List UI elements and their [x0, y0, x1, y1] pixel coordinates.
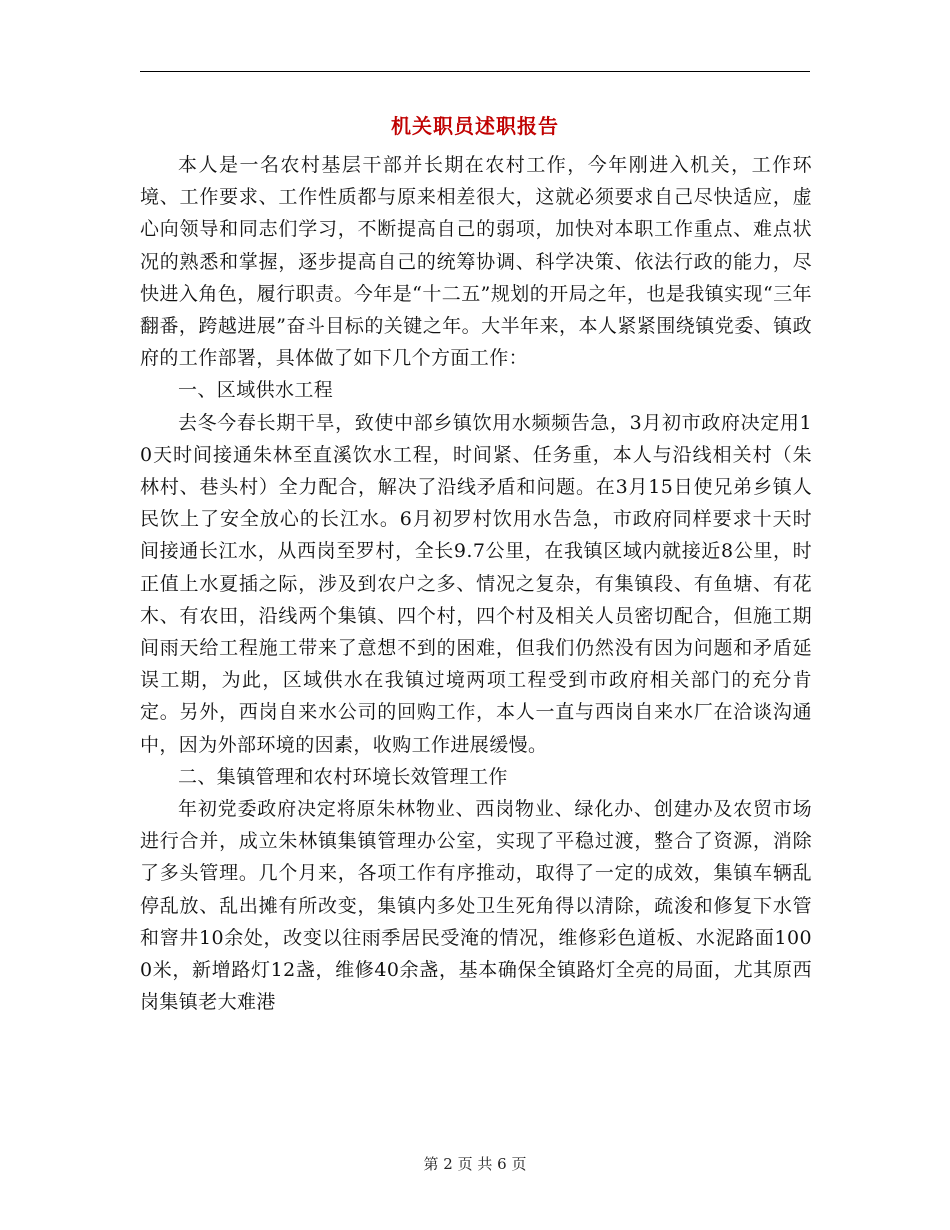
header-rule — [140, 71, 810, 72]
paragraph-intro: 本人是一名农村基层干部并长期在农村工作，今年刚进入机关，工作环境、工作要求、工作性质都与原来相差很大，这就必须要求自己尽快适应，虚心向领导和同志们学习，不断提高自己的弱项，加快对本职工作重点、难点状况的熟悉和掌握，逐步提高自己的统筹协调、科学决策、依法行政的能力，尽快进入角色，履行职责。今年是“十二五”规划的开局之年，也是我镇实现“三年翻番，跨越进展”奋斗目标的关键之年。大半年来，本人紧紧围绕镇党委、镇政府的工作部署，具体做了如下几个方面工作： — [140, 154, 812, 370]
section-heading-water-supply: 一、区域供水工程 — [178, 379, 334, 402]
document-title: 机关职员述职报告 — [391, 114, 559, 138]
section-heading-town-management: 二、集镇管理和农村环境长效管理工作 — [178, 765, 508, 788]
paragraph-town-management: 年初党委政府决定将原朱林物业、西岗物业、绿化办、创建办及农贸市场进行合并，成立朱林镇集镇管理办公室，实现了平稳过渡，整合了资源，消除了多头管理。几个月来，各项工作有序推动，取得了一定的成效，集镇车辆乱停乱放、乱出摊有所改变，集镇内多处卫生死角得以清除，疏浚和修复下水管和窨井10余处，改变以往雨季居民受淹的情况，维修彩色道板、水泥路面1000米，新增路灯12盏，维修40余盏，基本确保全镇路灯全亮的局面，尤其原西岗集镇老大难港 — [140, 798, 812, 1014]
document-body — [140, 149, 812, 1018]
paragraph-water-supply: 去冬今春长期干旱，致使中部乡镇饮用水频频告急，3月初市政府决定用10天时间接通朱林至直溪饮水工程，时间紧、任务重，本人与沿线相关村（朱林村、巷头村）全力配合，解决了沿线矛盾和问题。在3月15日使兄弟乡镇人民饮上了安全放心的长江水。6月初罗村饮用水告急，市政府同样要求十天时间接通长江水，从西岗至罗村，全长9.7公里，在我镇区域内就接近8公里，时正值上水夏插之际，涉及到农户之多、情况之复杂，有集镇段、有鱼塘、有花木、有农田，沿线两个集镇、四个村，四个村及相关人员密切配合，但施工期间雨天给工程施工带来了意想不到的困难，但我们仍然没有因为问题和矛盾延误工期，为此，区域供水在我镇过境两项工程受到市政府相关部门的充分肯定。另外，西岗自来水公司的回购工作，本人一直与西岗自来水厂在洽谈沟通中，因为外部环境的因素，收购工作进展缓慢。 — [140, 411, 812, 756]
page-number-footer: 第 2 页 共 6 页 — [423, 1155, 527, 1173]
